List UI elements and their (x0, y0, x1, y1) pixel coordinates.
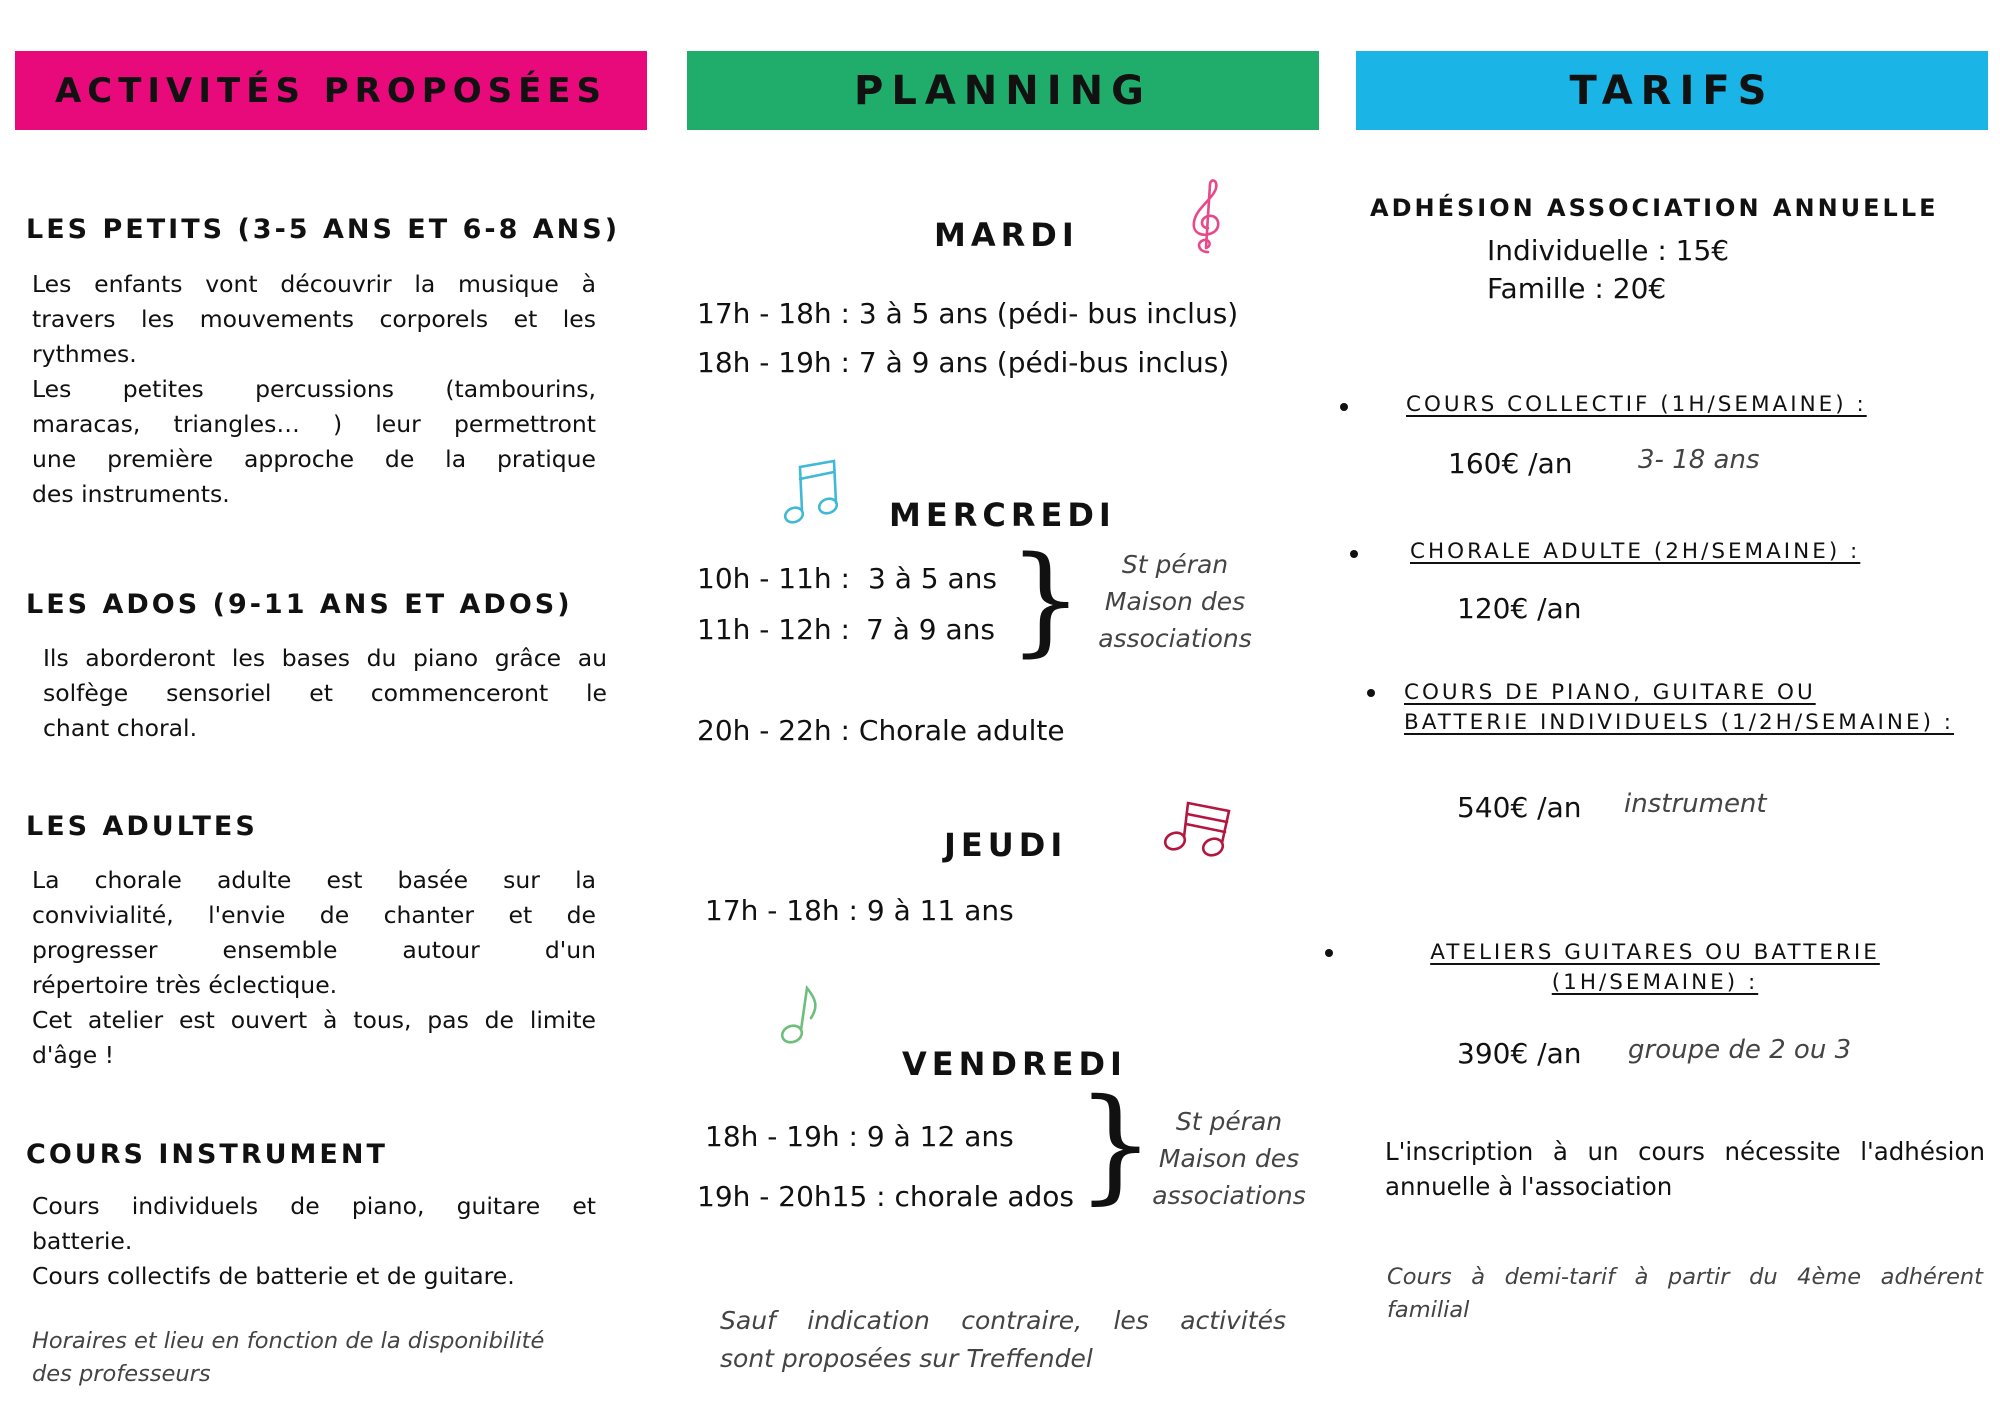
eighth-note-icon (779, 984, 825, 1046)
day-mardi: MARDI (934, 216, 1079, 254)
collectif-price: 160€ /an (1448, 447, 1573, 480)
instrument-line: Cours individuels de piano, guitare et (32, 1192, 596, 1220)
adultes-line: Cet atelier est ouvert à tous, pas de limite (32, 1006, 596, 1034)
banner-activities (15, 51, 647, 130)
petits-line: une première approche de la pratique (32, 445, 596, 473)
adhesion-famille: Famille : 20€ (1487, 272, 1667, 305)
ateliers-title-line: (1H/SEMAINE) : (1551, 970, 1759, 995)
bullet-icon (1350, 550, 1358, 558)
adhesion-title: ADHÉSION ASSOCIATION ANNUELLE (1370, 194, 1939, 222)
inscription-line: annuelle à l'association (1385, 1172, 1673, 1201)
mercredi-age: 3 à 5 ans (868, 562, 997, 595)
petits-line: travers les mouvements corporels et les (32, 305, 596, 333)
demi-tarif-line: Cours à demi-tarif à partir du 4ème adhérent (1387, 1264, 1983, 1290)
inscription-note (1385, 1134, 1985, 1204)
adultes-line: progresser ensemble autour d'un (32, 936, 596, 964)
chorale-title: CHORALE ADULTE (2H/SEMAINE) : (1410, 539, 1861, 564)
adultes-line: répertoire très éclectique. (32, 971, 338, 999)
planning-footnote (720, 1302, 1286, 1378)
location-line: St péran (1121, 550, 1229, 579)
ateliers-price: 390€ /an (1457, 1037, 1582, 1070)
chorale-price: 120€ /an (1457, 592, 1582, 625)
banner-planning (687, 51, 1319, 130)
petits-line: maracas, triangles… ) leur permettront (32, 410, 596, 438)
section-title-adultes: LES ADULTES (26, 811, 258, 842)
banner-tarifs-label: TARIFS (1569, 67, 1775, 114)
location-line: associations (1098, 624, 1252, 653)
petits-line: Les petites percussions (tambourins, (32, 375, 596, 403)
instrument-line: Cours collectifs de batterie et de guitare. (32, 1262, 515, 1290)
petits-line: des instruments. (32, 480, 230, 508)
individuel-title-line: BATTERIE INDIVIDUELS (1/2H/SEMAINE) : (1404, 710, 1955, 735)
instrument-note-line: des professeurs (32, 1361, 211, 1387)
mercredi-time: 11h - 12h : (697, 613, 850, 646)
ateliers-note: groupe de 2 ou 3 (1628, 1035, 1852, 1065)
section-title-instrument: COURS INSTRUMENT (26, 1139, 388, 1170)
vendredi-row: 18h - 19h : 9 à 12 ans (705, 1120, 1014, 1153)
adultes-line: d'âge ! (32, 1041, 115, 1069)
day-jeudi: JEUDI (944, 826, 1068, 864)
footnote-line: Sauf indication contraire, les activités (720, 1306, 1286, 1335)
day-mercredi: MERCREDI (889, 496, 1116, 534)
mercredi-age: 7 à 9 ans (866, 613, 995, 646)
vendredi-brace: } (1076, 1073, 1155, 1217)
mercredi-time: 10h - 11h : (697, 562, 850, 595)
adultes-line: La chorale adulte est basée sur la (32, 866, 596, 894)
adhesion-individuelle: Individuelle : 15€ (1487, 234, 1730, 267)
collectif-title: COURS COLLECTIF (1H/SEMAINE) : (1406, 392, 1867, 417)
mercredi-brace: } (1008, 530, 1084, 668)
ados-description (43, 641, 607, 746)
individuel-title-line: COURS DE PIANO, GUITARE OU (1404, 680, 1816, 705)
individuel-title (1404, 678, 1954, 738)
individuel-price: 540€ /an (1457, 791, 1582, 824)
banner-tarifs (1356, 51, 1988, 130)
petits-line: rythmes. (32, 340, 137, 368)
footnote-line: sont proposées sur Treffendel (720, 1344, 1093, 1373)
instrument-line: batterie. (32, 1227, 133, 1255)
instrument-note (32, 1325, 612, 1391)
mardi-row: 17h - 18h : 3 à 5 ans (pédi- bus inclus) (697, 297, 1239, 330)
ateliers-title-line: ATELIERS GUITARES OU BATTERIE (1430, 940, 1880, 965)
location-line: Maison des (1158, 1144, 1300, 1173)
bullet-icon (1340, 403, 1348, 411)
ados-line: Ils aborderont les bases du piano grâce au (43, 644, 607, 672)
location-line: Maison des (1104, 587, 1246, 616)
location-line: St péran (1175, 1107, 1283, 1136)
section-title-petits: LES PETITS (3-5 ANS ET 6-8 ANS) (26, 214, 621, 245)
ados-line: chant choral. (43, 714, 198, 742)
vendredi-location (1134, 1103, 1324, 1214)
sixteenth-notes-icon (1163, 799, 1233, 859)
ados-line: solfège sensoriel et commenceront le (43, 679, 607, 707)
instrument-description (32, 1189, 596, 1294)
ateliers-title (1350, 938, 1960, 998)
mardi-row: 18h - 19h : 7 à 9 ans (pédi-bus inclus) (697, 346, 1230, 379)
adultes-description (32, 863, 596, 1073)
jeudi-row: 17h - 18h : 9 à 11 ans (705, 894, 1014, 927)
banner-planning-label: PLANNING (854, 67, 1152, 114)
demi-tarif-line: familial (1387, 1297, 1470, 1323)
location-line: associations (1152, 1181, 1306, 1210)
collectif-note: 3- 18 ans (1638, 445, 1760, 475)
treble-clef-icon (1184, 178, 1230, 256)
mercredi-chorale: 20h - 22h : Chorale adulte (697, 714, 1065, 747)
inscription-line: L'inscription à un cours nécessite l'adhésion (1385, 1137, 1985, 1166)
mercredi-location (1080, 546, 1270, 657)
demi-tarif-note (1387, 1261, 1983, 1327)
bullet-icon (1325, 949, 1333, 957)
petits-line: Les enfants vont découvrir la musique à (32, 270, 596, 298)
petits-description (32, 267, 596, 512)
banner-activities-label: ACTIVITÉS PROPOSÉES (54, 70, 608, 111)
individuel-note: instrument (1624, 789, 1767, 819)
day-vendredi: VENDREDI (902, 1045, 1127, 1083)
eighth-notes-icon (783, 459, 841, 525)
vendredi-row: 19h - 20h15 : chorale ados (697, 1180, 1075, 1213)
bullet-icon (1367, 689, 1375, 697)
section-title-ados: LES ADOS (9-11 ANS ET ADOS) (26, 589, 573, 620)
adultes-line: convivialité, l'envie de chanter et de (32, 901, 596, 929)
instrument-note-line: Horaires et lieu en fonction de la disponibilité (32, 1328, 545, 1354)
